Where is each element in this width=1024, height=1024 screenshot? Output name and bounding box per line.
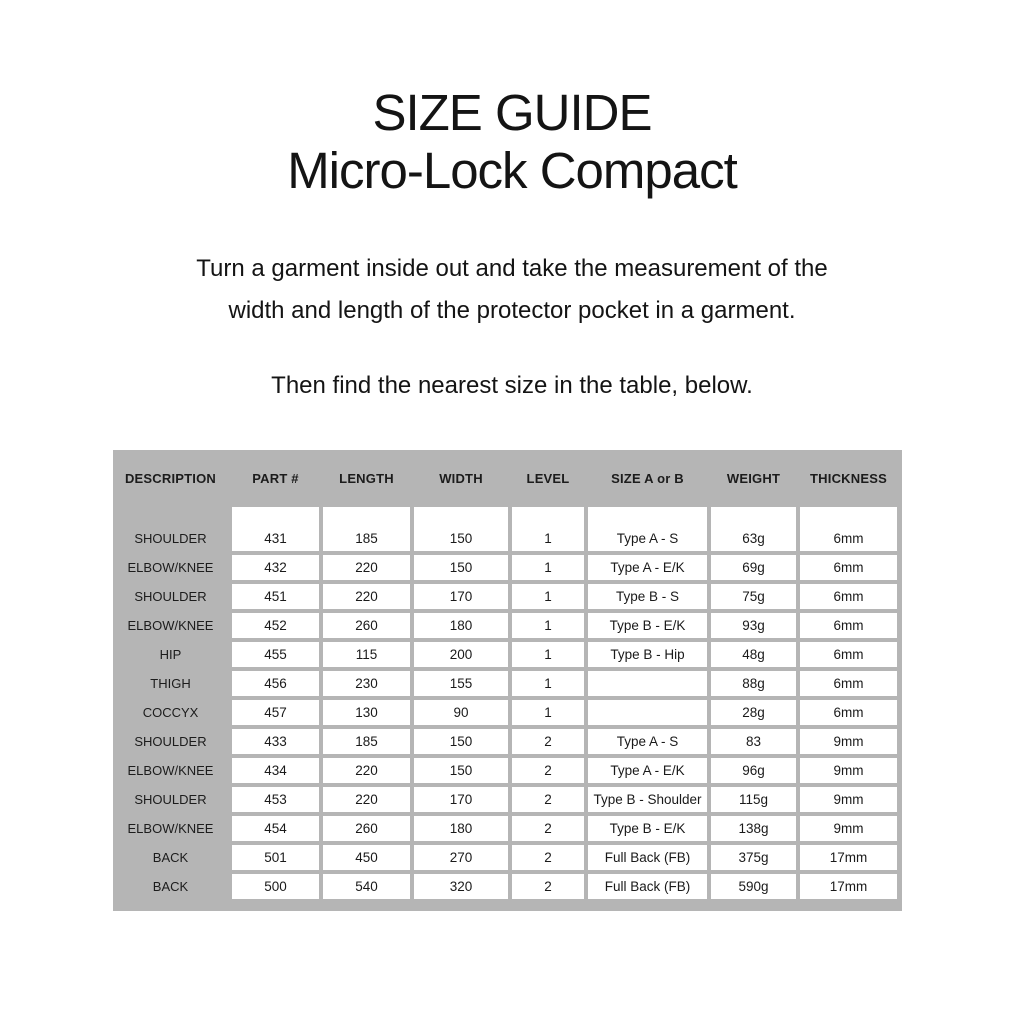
cell-size-a-or-b: Full Back (FB) [588, 874, 707, 899]
row-description: SHOULDER [134, 531, 207, 546]
column-header-length: LENGTH [339, 471, 394, 486]
row-description: BACK [152, 879, 189, 894]
cell-width: 150 [414, 758, 508, 783]
cell-weight: 83 [711, 729, 796, 754]
column-header-description: DESCRIPTION [124, 471, 217, 486]
cell-width: 150 [414, 507, 508, 551]
cell-width: 170 [414, 787, 508, 812]
cell-thickness: 17mm [800, 874, 897, 899]
instructions-measure [0, 248, 1024, 332]
cell-part-number: 434 [232, 758, 319, 783]
cell-level: 1 [512, 671, 584, 696]
cell-length: 540 [323, 874, 410, 899]
cell-length: 185 [323, 729, 410, 754]
cell-thickness: 9mm [800, 758, 897, 783]
table-row [113, 584, 902, 609]
row-description: COCCYX [142, 705, 199, 720]
cell-level: 1 [512, 507, 584, 551]
table-row [113, 874, 902, 899]
size-table [113, 450, 902, 911]
page-title [0, 84, 1024, 200]
cell-part-number: 452 [232, 613, 319, 638]
cell-weight: 75g [711, 584, 796, 609]
table-body [113, 507, 902, 899]
cell-thickness: 6mm [800, 613, 897, 638]
table-row [113, 700, 902, 725]
cell-level: 1 [512, 613, 584, 638]
row-description: ELBOW/KNEE [127, 821, 214, 836]
instructions-line1: Turn a garment inside out and take the measurement of the [196, 255, 828, 282]
cell-part-number: 456 [232, 671, 319, 696]
cell-width: 200 [414, 642, 508, 667]
row-description: THIGH [150, 676, 191, 691]
cell-weight: 590g [711, 874, 796, 899]
cell-part-number: 453 [232, 787, 319, 812]
cell-thickness: 6mm [800, 671, 897, 696]
cell-weight: 93g [711, 613, 796, 638]
cell-thickness: 9mm [800, 816, 897, 841]
cell-thickness: 6mm [800, 584, 897, 609]
table-row [113, 555, 902, 580]
row-description: ELBOW/KNEE [127, 618, 214, 633]
cell-length: 220 [323, 555, 410, 580]
cell-width: 170 [414, 584, 508, 609]
instructions-line2: width and length of the protector pocket in a garment. [228, 297, 796, 324]
column-header-thickness: THICKNESS [810, 471, 887, 486]
cell-part-number: 432 [232, 555, 319, 580]
cell-thickness: 6mm [800, 700, 897, 725]
cell-weight: 48g [711, 642, 796, 667]
cell-part-number: 431 [232, 507, 319, 551]
cell-thickness: 9mm [800, 729, 897, 754]
cell-part-number: 454 [232, 816, 319, 841]
cell-weight: 115g [711, 787, 796, 812]
cell-part-number: 451 [232, 584, 319, 609]
cell-weight: 28g [711, 700, 796, 725]
cell-level: 2 [512, 758, 584, 783]
cell-size-a-or-b: Type B - Shoulder [588, 787, 707, 812]
instructions-find-size: Then find the nearest size in the table, below. [271, 372, 753, 399]
cell-level: 1 [512, 584, 584, 609]
cell-length: 220 [323, 787, 410, 812]
cell-level: 1 [512, 700, 584, 725]
cell-length: 260 [323, 613, 410, 638]
cell-size-a-or-b: Type A - S [588, 729, 707, 754]
cell-part-number: 457 [232, 700, 319, 725]
table-row [113, 845, 902, 870]
cell-length: 115 [323, 642, 410, 667]
cell-level: 2 [512, 729, 584, 754]
cell-size-a-or-b [588, 700, 707, 725]
cell-level: 2 [512, 845, 584, 870]
table-row [113, 729, 902, 754]
cell-level: 2 [512, 874, 584, 899]
cell-size-a-or-b [588, 671, 707, 696]
table-row [113, 507, 902, 551]
cell-length: 130 [323, 700, 410, 725]
table-row [113, 671, 902, 696]
cell-thickness: 6mm [800, 555, 897, 580]
page-title-line1: SIZE GUIDE [372, 84, 652, 141]
cell-width: 270 [414, 845, 508, 870]
cell-weight: 69g [711, 555, 796, 580]
cell-weight: 138g [711, 816, 796, 841]
table-row [113, 613, 902, 638]
cell-width: 90 [414, 700, 508, 725]
cell-thickness: 9mm [800, 787, 897, 812]
table-row [113, 787, 902, 812]
cell-size-a-or-b: Type B - S [588, 584, 707, 609]
cell-level: 1 [512, 642, 584, 667]
cell-part-number: 500 [232, 874, 319, 899]
page-title-line2: Micro-Lock Compact [287, 142, 737, 199]
cell-weight: 96g [711, 758, 796, 783]
cell-width: 180 [414, 613, 508, 638]
cell-weight: 63g [711, 507, 796, 551]
row-description: ELBOW/KNEE [127, 763, 214, 778]
cell-length: 185 [323, 507, 410, 551]
row-description: SHOULDER [134, 589, 207, 604]
cell-length: 260 [323, 816, 410, 841]
cell-weight: 375g [711, 845, 796, 870]
cell-size-a-or-b: Type B - Hip [588, 642, 707, 667]
table-row [113, 758, 902, 783]
cell-part-number: 433 [232, 729, 319, 754]
column-header-weight: WEIGHT [726, 471, 781, 486]
row-description: HIP [159, 647, 182, 662]
cell-size-a-or-b: Type A - E/K [588, 555, 707, 580]
table-row [113, 642, 902, 667]
column-header-part-number: PART # [252, 471, 299, 486]
cell-size-a-or-b: Full Back (FB) [588, 845, 707, 870]
cell-size-a-or-b: Type A - S [588, 507, 707, 551]
row-description: SHOULDER [134, 734, 207, 749]
cell-level: 2 [512, 816, 584, 841]
row-description: BACK [152, 850, 189, 865]
cell-size-a-or-b: Type B - E/K [588, 613, 707, 638]
cell-width: 150 [414, 555, 508, 580]
table-header-row [113, 450, 902, 507]
cell-thickness: 6mm [800, 507, 897, 551]
cell-length: 220 [323, 584, 410, 609]
cell-size-a-or-b: Type A - E/K [588, 758, 707, 783]
cell-width: 150 [414, 729, 508, 754]
cell-width: 320 [414, 874, 508, 899]
row-description: SHOULDER [134, 792, 207, 807]
cell-part-number: 501 [232, 845, 319, 870]
cell-thickness: 17mm [800, 845, 897, 870]
cell-weight: 88g [711, 671, 796, 696]
column-header-size-a-or-b: SIZE A or B [611, 471, 684, 486]
cell-length: 220 [323, 758, 410, 783]
column-header-width: WIDTH [439, 471, 483, 486]
column-header-level: LEVEL [526, 471, 570, 486]
cell-length: 230 [323, 671, 410, 696]
table-row [113, 816, 902, 841]
cell-part-number: 455 [232, 642, 319, 667]
cell-level: 2 [512, 787, 584, 812]
cell-length: 450 [323, 845, 410, 870]
cell-width: 180 [414, 816, 508, 841]
cell-width: 155 [414, 671, 508, 696]
cell-level: 1 [512, 555, 584, 580]
row-description: ELBOW/KNEE [127, 560, 214, 575]
cell-thickness: 6mm [800, 642, 897, 667]
cell-size-a-or-b: Type B - E/K [588, 816, 707, 841]
